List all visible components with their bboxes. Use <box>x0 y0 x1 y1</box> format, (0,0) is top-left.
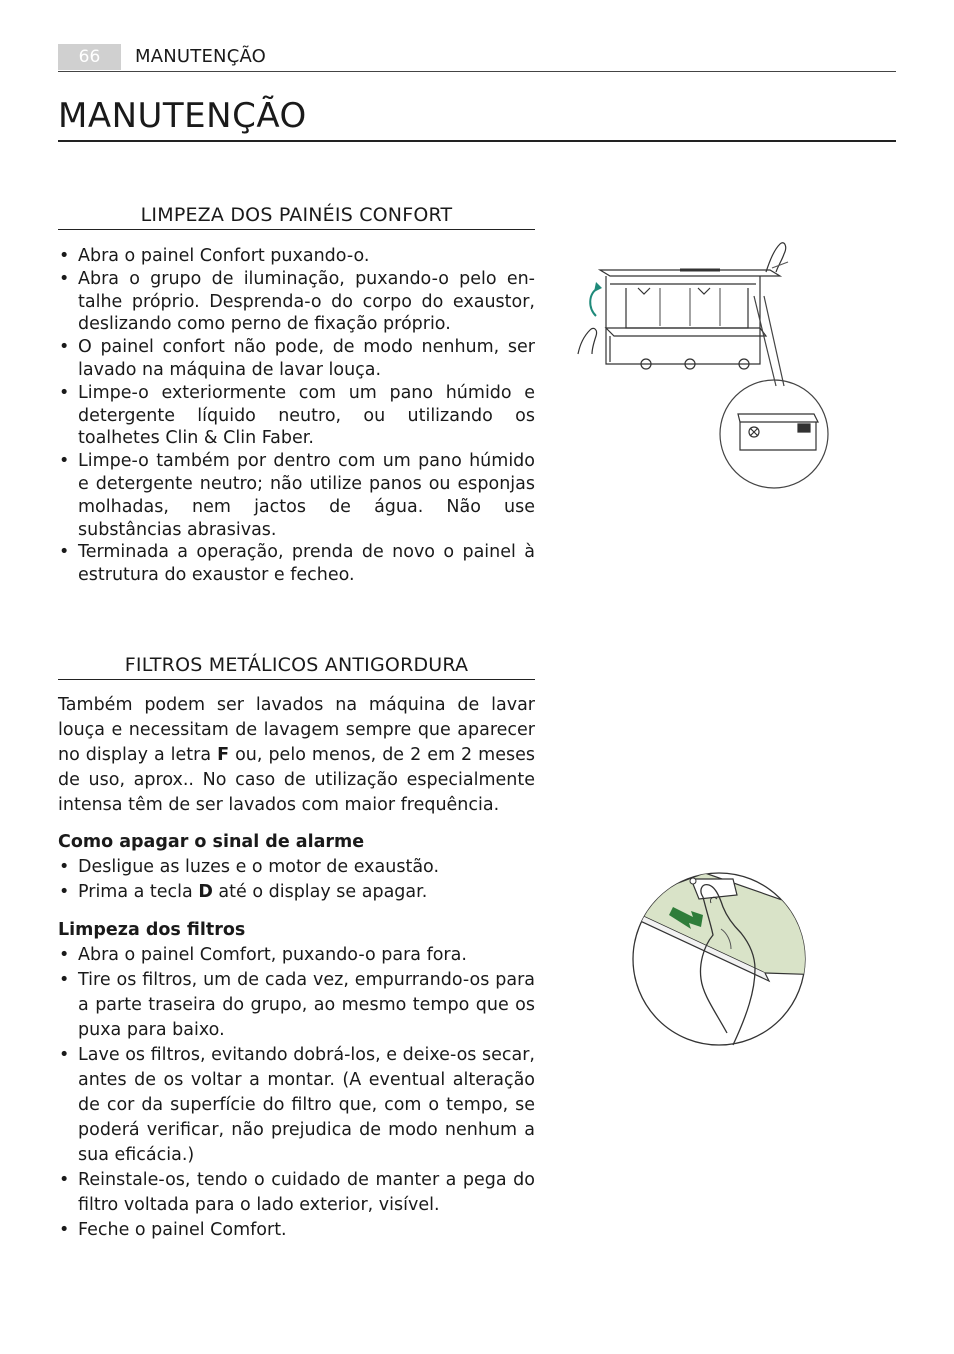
filter-cleaning-heading: Limpeza dos filtros <box>58 920 246 940</box>
filter-cleaning-list <box>58 943 535 1243</box>
filter-cleaning-block <box>58 918 535 1243</box>
pivot-arrow-icon <box>590 288 598 316</box>
list-item: • Terminada a operação, prenda de novo o painel à estrutura do exaustor e fecheo. <box>58 541 535 587</box>
list-item: • Abra o painel Comfort, puxando-o para fora. <box>58 943 535 968</box>
list-item: • Prima a tecla D até o display se apagar. <box>58 880 535 905</box>
list-item: • Reinstale-os, tendo o cuidado de manter a pega do filtro voltada para o lado exterior, visível. <box>58 1168 535 1218</box>
key-d: D <box>198 882 213 902</box>
comfort-panel-illustration <box>570 236 840 496</box>
list-item: • O painel confort não pode, de modo nenhum, ser lavado na máquina de lavar louça. <box>58 336 535 382</box>
list-item: • Abra o painel Confort puxando-o. <box>58 245 535 268</box>
comfort-panel-list <box>58 245 535 587</box>
title-rule <box>58 140 896 142</box>
alarm-reset-list <box>58 855 535 905</box>
list-item: • Lave os filtros, evitando dobrá-los, e deixe-os secar, antes de os voltar a montar. (A eventual alteração de cor da superfície do filtro que, com o tempo, se poderá verificar, não prejudica de modo nenhum a sua eficácia.) <box>58 1043 535 1168</box>
list-item: • Desligue as luzes e o motor de exaustão. <box>58 855 535 880</box>
list-item: • Feche o painel Comfort. <box>58 1218 535 1243</box>
filter-removal-illustration <box>615 855 825 1055</box>
display-letter-f: F <box>217 745 230 765</box>
filters-intro: Também podem ser lavados na máquina de lavar louça e necessitam de lavagem sempre que aparecer no display a letra F ou, pelo menos, de 2 em 2 meses de uso, aprox.. No caso de utilização especialmente intensa têm de ser lavados com maior frequência. <box>58 695 536 815</box>
running-header <box>58 44 896 72</box>
section-heading-grease-filters: FILTROS METÁLICOS ANTIGORDURA <box>58 654 535 680</box>
running-title: MANUTENÇÃO <box>135 46 267 67</box>
page-title: MANUTENÇÃO <box>58 96 307 136</box>
list-item: • Tire os filtros, um de cada vez, empurrando-os para a parte traseira do grupo, ao mesmo tempo que os puxa para baixo. <box>58 968 535 1043</box>
list-item: • Limpe-o também por dentro com um pano húmido e detergente neutro; não utilize panos ou esponjas molhadas, nem jactos de água. Não use substâncias abrasivas. <box>58 450 535 541</box>
list-item: • Abra o grupo de iluminação, puxando-o pelo en-talhe próprio. Desprenda-o do corpo do exaustor, deslizando como perno de fixação próprio. <box>58 268 535 336</box>
page-number: 66 <box>58 44 121 70</box>
alarm-reset-block <box>58 830 535 905</box>
section-grease-filters <box>58 654 535 1243</box>
section-heading-comfort-panels: LIMPEZA DOS PAINÉIS CONFORT <box>58 204 535 230</box>
alarm-reset-heading: Como apagar o sinal de alarme <box>58 832 365 852</box>
list-item: • Limpe-o exteriormente com um pano húmido e detergente líquido neutro, ou utilizando os toalhetes Clin & Clin Faber. <box>58 382 535 450</box>
section-comfort-panels <box>58 204 535 587</box>
